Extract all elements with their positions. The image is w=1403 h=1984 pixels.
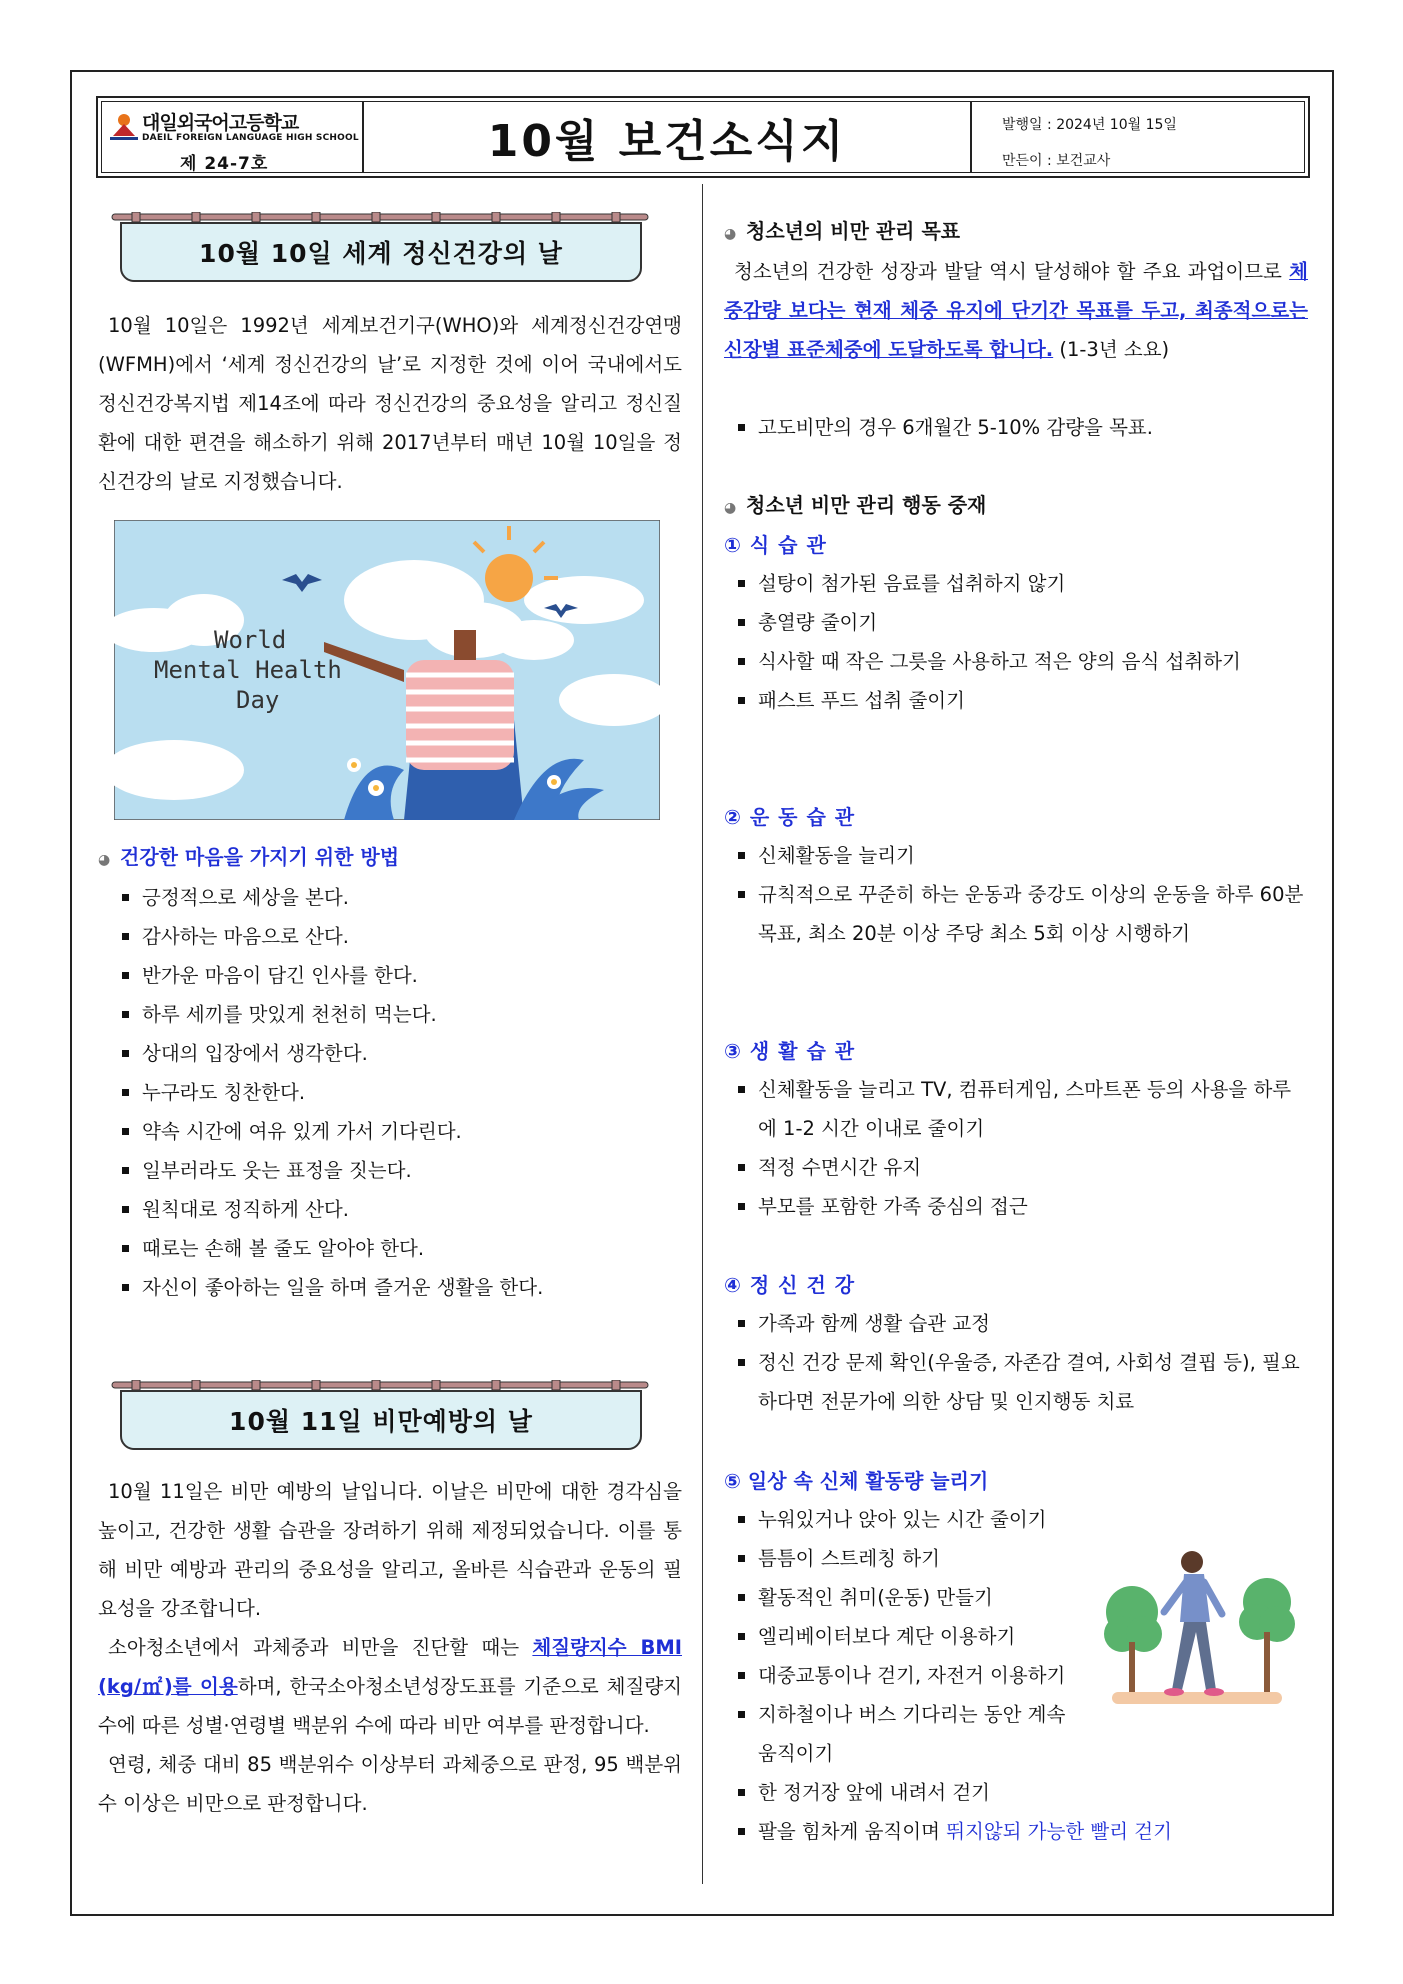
obesity-banner xyxy=(102,1372,658,1452)
world-mental-health-day-illustration xyxy=(114,520,660,820)
goal-list xyxy=(732,408,1308,447)
list-item: 고도비만의 경우 6개월간 5-10% 감량을 목표. xyxy=(732,408,1308,447)
obesity-text: 10월 11일은 비만 예방의 날입니다. 이날은 비만에 대한 경각심을 높이고, 건강한 생활 습관을 장려하기 위해 제정되었습니다. 이를 통해 비만 예방과 관리의 중요성을 알리고, 올바른 식습관과 운동의 필요성을 강조합니다. 소아청소년에서 과체중과 비만을 진단할 때는 체질량지수 BMI (kg/㎡)를 이용하며, 한국소아청소년성장도표를 기준으로 체질량지수에 따른 성별·연령별 백분위 수에 따라 비만 여부를 판정합니다. 연령, 체중 대비 85 백분위수 이상부터 과체중으로 판정, 95 백분위수 이상은 비만으로 판정합니다. xyxy=(98,1480,682,1815)
mental-health-banner xyxy=(102,204,658,284)
list-item: 부모를 포함한 가족 중심의 접근 xyxy=(732,1187,1308,1226)
list-item: 감사하는 마음으로 산다. xyxy=(116,917,676,956)
daily-last xyxy=(732,1812,1308,1851)
newsletter-page xyxy=(70,70,1334,1916)
list-item: 자신이 좋아하는 일을 하며 즐거운 생활을 한다. xyxy=(116,1268,676,1307)
list-item: 신체활동을 늘리고 TV, 컴퓨터게임, 스마트폰 등의 사용을 하루에 1-2 시간 이내로 줄이기 xyxy=(732,1070,1308,1148)
page-title: 10월 보건소식지 xyxy=(487,116,847,167)
list-item: 누구라도 칭찬한다. xyxy=(116,1073,676,1112)
diet-title: ① 식 습 관 xyxy=(724,533,827,557)
bmi-highlight: 체질량지수 BMI (kg/㎡)를 이용 xyxy=(98,1636,682,1698)
mind-title: ④ 정 신 건 강 xyxy=(724,1273,856,1297)
author: 만든이 : 보건교사 xyxy=(1002,153,1111,169)
school-name-ko: 대일외국어고등학교 xyxy=(142,112,299,134)
list-item: 총열량 줄이기 xyxy=(732,603,1308,642)
illus-text-3: Day xyxy=(236,686,280,714)
school-block xyxy=(102,102,364,172)
goal-highlight: 체중감량 보다는 현재 체중 유지에 단기간 목표를 두고, 최종적으로는 신장별 표준체중에 도달하도록 합니다. xyxy=(724,260,1308,361)
tips-heading: ◕ 건강한 마음을 가지기 위한 방법 xyxy=(98,838,399,880)
diet-list xyxy=(732,564,1308,720)
publish-date: 발행일 : 2024년 10월 15일 xyxy=(1002,117,1177,133)
banner-rod-icon xyxy=(102,212,658,222)
mental-intro: 10월 10일은 1992년 세계보건기구(WHO)와 세계정신건강연맹(WFMH)에서 ‘세계 정신건강의 날’로 지정한 것에 이어 국내에서도 정신건강복지법 제14조에 따라 정신건강의 중요성을 알리고 정신질환에 대한 편견을 해소하기 위해 2017년부터 매년 10월 10일을 정신건강의 날로 지정했습니다. xyxy=(98,314,682,493)
issue-number: 제 24-7호 xyxy=(180,154,269,174)
exercise-list xyxy=(732,836,1308,953)
bullet-icon: ◕ xyxy=(98,852,111,868)
list-item: 하루 세끼를 맛있게 천천히 먹는다. xyxy=(116,995,676,1034)
school-logo-icon xyxy=(110,110,138,140)
list-item: 원칙대로 정직하게 산다. xyxy=(116,1190,676,1229)
column-divider xyxy=(702,184,703,1884)
bullet-icon: ◕ xyxy=(724,226,737,242)
list-item: 일부러라도 웃는 표정을 짓는다. xyxy=(116,1151,676,1190)
list-item: 팔을 힘차게 움직이며 뛰지않되 가능한 빨리 걷기 xyxy=(732,1812,1308,1851)
goal-heading: ◕ 청소년의 비만 관리 목표 xyxy=(724,212,960,254)
school-name-en: DAEIL FOREIGN LANGUAGE HIGH SCHOOL xyxy=(142,133,359,143)
list-item: 신체활동을 늘리기 xyxy=(732,836,1308,875)
list-item: 설탕이 첨가된 음료를 섭취하지 않기 xyxy=(732,564,1308,603)
list-item: 틈틈이 스트레칭 하기 xyxy=(732,1539,1088,1578)
exercise-title: ② 운 동 습 관 xyxy=(724,805,856,829)
list-item: 식사할 때 작은 그릇을 사용하고 적은 양의 음식 섭취하기 xyxy=(732,642,1308,681)
list-item: 규칙적으로 꾸준히 하는 운동과 중강도 이상의 운동을 하루 60분 목표, 최소 20분 이상 주당 최소 5회 이상 시행하기 xyxy=(732,875,1308,953)
list-item: 한 정거장 앞에 내려서 걷기 xyxy=(732,1773,1088,1812)
list-item: 정신 건강 문제 확인(우울증, 자존감 결여, 사회성 결핍 등), 필요하다면 전문가에 의한 상담 및 인지행동 치료 xyxy=(732,1343,1308,1421)
list-item: 패스트 푸드 섭취 줄이기 xyxy=(732,681,1308,720)
actions-heading: ◕ 청소년 비만 관리 행동 중재 xyxy=(724,486,986,528)
life-title: ③ 생 활 습 관 xyxy=(724,1039,856,1063)
tips-list xyxy=(116,878,676,1307)
list-item: 가족과 함께 생활 습관 교정 xyxy=(732,1304,1308,1343)
daily-list xyxy=(732,1500,1088,1812)
list-item: 누워있거나 앉아 있는 시간 줄이기 xyxy=(732,1500,1088,1539)
list-item: 대중교통이나 걷기, 자전거 이용하기 xyxy=(732,1656,1088,1695)
meta-block xyxy=(970,102,1304,172)
list-item: 약속 시간에 여유 있게 가서 기다린다. xyxy=(116,1112,676,1151)
bullet-icon: ◕ xyxy=(724,500,737,516)
list-item: 긍정적으로 세상을 본다. xyxy=(116,878,676,917)
walking-person-illustration xyxy=(1092,1542,1302,1712)
header xyxy=(96,96,1310,178)
list-item: 때로는 손해 볼 줄도 알아야 한다. xyxy=(116,1229,676,1268)
life-list xyxy=(732,1070,1308,1226)
banner-title: 10월 11일 비만예방의 날 xyxy=(120,1390,642,1450)
goal-text: 청소년의 건강한 성장과 발달 역시 달성해야 할 주요 과업이므로 체중감량 보다는 현재 체중 유지에 단기간 목표를 두고, 최종적으로는 신장별 표준체중에 도달하도록 합니다. (1-3년 소요) xyxy=(724,260,1308,361)
banner-rod-icon xyxy=(102,1380,658,1390)
banner-title: 10월 10일 세계 정신건강의 날 xyxy=(120,222,642,282)
list-item: 지하철이나 버스 기다리는 동안 계속 움직이기 xyxy=(732,1695,1088,1773)
daily-title: ⑤ 일상 속 신체 활동량 늘리기 xyxy=(724,1469,989,1493)
illus-text-2: Mental Health xyxy=(154,656,342,684)
mind-list xyxy=(732,1304,1308,1421)
illus-text-1: World xyxy=(214,626,287,654)
list-item: 활동적인 취미(운동) 만들기 xyxy=(732,1578,1088,1617)
list-item: 적정 수면시간 유지 xyxy=(732,1148,1308,1187)
list-item: 상대의 입장에서 생각한다. xyxy=(116,1034,676,1073)
list-item: 반가운 마음이 담긴 인사를 한다. xyxy=(116,956,676,995)
list-item: 엘리베이터보다 계단 이용하기 xyxy=(732,1617,1088,1656)
